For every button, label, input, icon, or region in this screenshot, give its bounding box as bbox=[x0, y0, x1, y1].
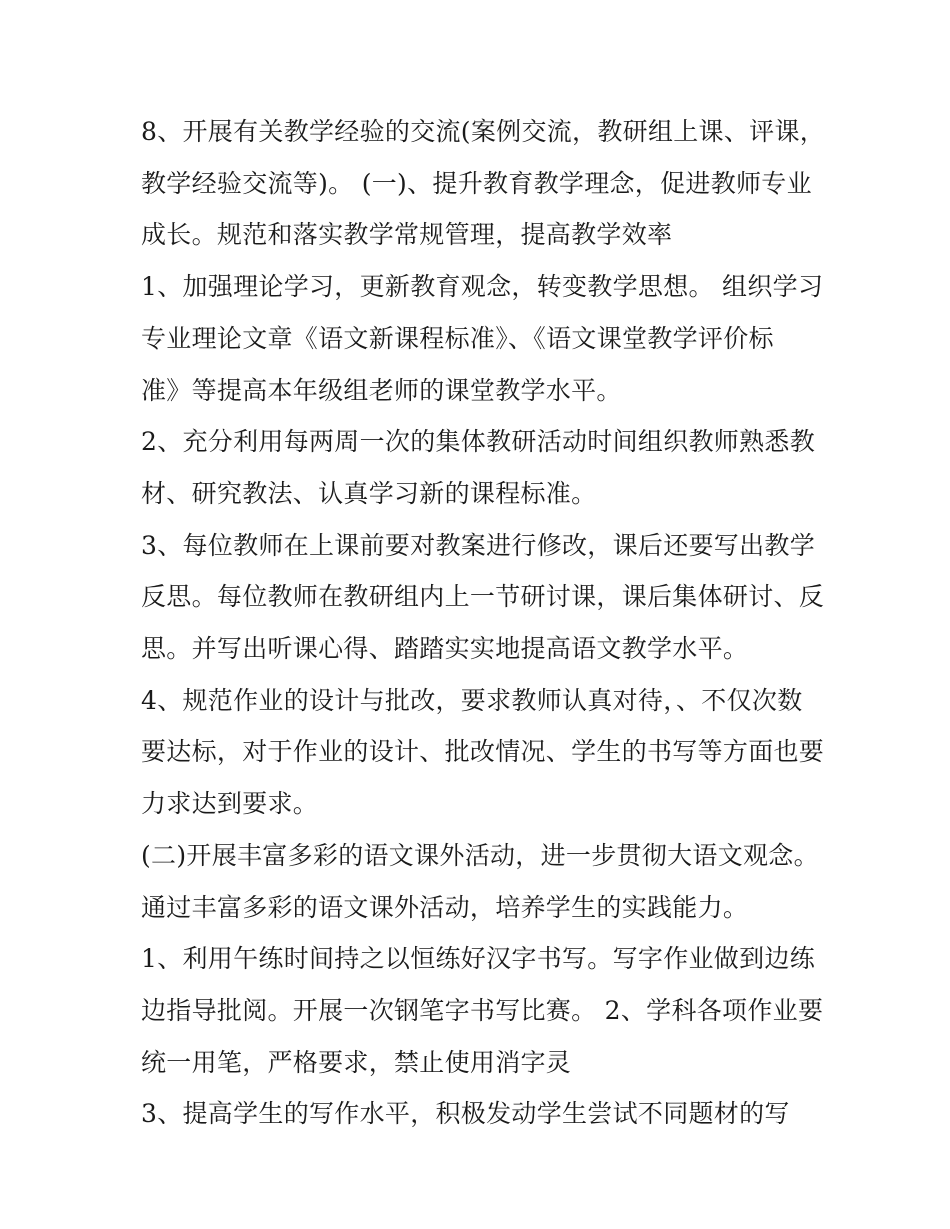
text-line-13: 要达标，对于作业的设计、批改情况、学生的书写等方面也要 bbox=[141, 737, 825, 767]
text-line-8: 材、研究教法、认真学习新的课程标准。 bbox=[141, 478, 597, 508]
text-line-20: 3、提高学生的写作水平，积极发动学生尝试不同题材的写 bbox=[141, 1099, 790, 1129]
text-line-14: 力求达到要求。 bbox=[141, 789, 319, 819]
text-line-17: 1、利用午练时间持之以恒练好汉字书写。写字作业做到边练 bbox=[141, 944, 816, 974]
text-line-1: 8、开展有关教学经验的交流(案例交流，教研组上课、评课， bbox=[141, 117, 826, 146]
text-line-5: 专业理论文章《语文新课程标准》、《语文课堂教学评价标 bbox=[141, 323, 774, 353]
body-text bbox=[141, 106, 841, 1140]
text-line-11: 思。并写出听课心得、踏踏实实地提高语文教学水平。 bbox=[141, 634, 749, 664]
text-line-4: 1、加强理论学习，更新教育观念，转变教学思想。 组织学习 bbox=[141, 272, 824, 302]
text-line-18: 边指导批阅。开展一次钢笔字书写比赛。 2、学科各项作业要 bbox=[141, 995, 824, 1025]
text-line-2: 教学经验交流等)。 (一)、提升教育教学理念，促进教师专业 bbox=[141, 168, 812, 198]
text-line-3: 成长。规范和落实教学常规管理，提高教学效率 bbox=[141, 220, 673, 250]
text-line-15: (二)开展丰富多彩的语文课外活动，进一步贯彻大语文观念。 bbox=[141, 840, 819, 870]
text-line-6: 准》等提高本年级组老师的课堂教学水平。 bbox=[141, 375, 622, 405]
text-line-12: 4、规范作业的设计与批改，要求教师认真对待，、不仅次数 bbox=[141, 685, 803, 715]
text-line-16: 通过丰富多彩的语文课外活动，培养学生的实践能力。 bbox=[141, 892, 749, 922]
text-line-10: 反思。每位教师在教研组内上一节研讨课，课后集体研讨、反 bbox=[141, 582, 825, 612]
text-line-19: 统一用笔，严格要求，禁止使用消字灵 bbox=[141, 1047, 572, 1077]
text-line-7: 2、充分利用每两周一次的集体教研活动时间组织教师熟悉教 bbox=[141, 427, 816, 457]
text-line-9: 3、每位教师在上课前要对教案进行修改，课后还要写出教学 bbox=[141, 530, 816, 560]
